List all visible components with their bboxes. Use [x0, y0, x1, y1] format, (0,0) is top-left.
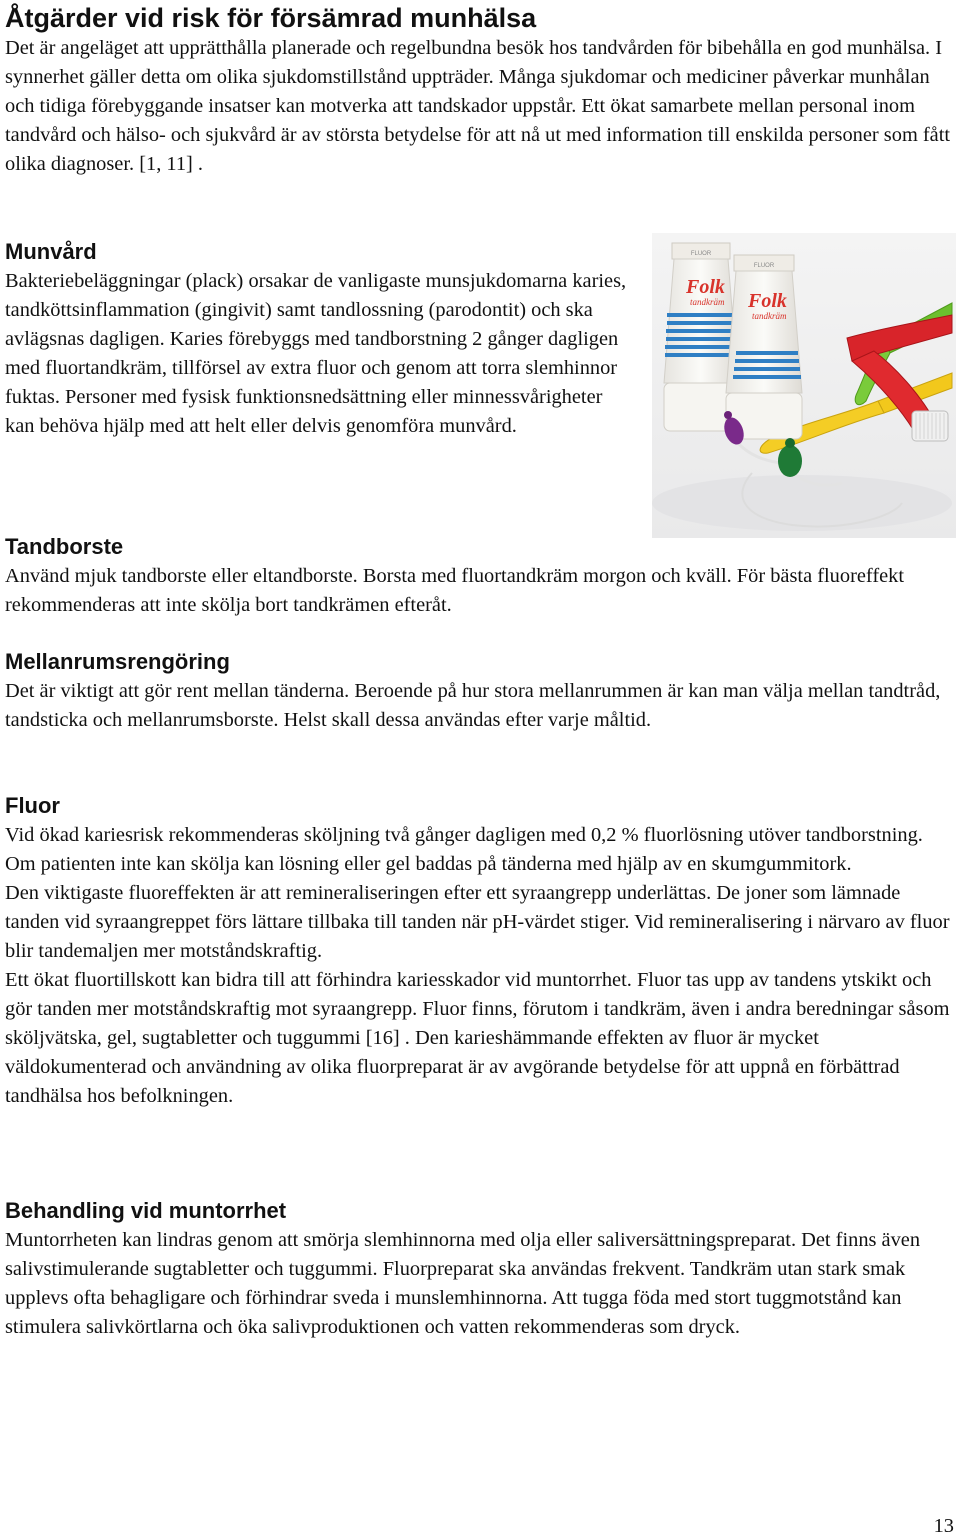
page-number: 13 [933, 1515, 954, 1537]
intro-paragraph: Det är angeläget att upprätthålla planerade och regelbundna besök hos tandvården för bibehålla en god munhälsa. I synnerhet gäller detta om olika sjukdomstillstånd uppträder. Många sjukdomar och mediciner påverkar munhålan och tidiga förebyggande insatser kan motverka att tandskador uppstår. Ett ökat samarbete mellan personal inom tandvård och hälso- och sjukvård är av största betydelse för att nå ut med information till enskilda personer som fått olika diagnoser. [1, 11] . [5, 37, 951, 175]
svg-text:Folk: Folk [686, 276, 725, 298]
svg-text:tandkräm: tandkräm [752, 311, 787, 321]
section-mellanrumsrengoring [5, 647, 955, 735]
fluor-paragraph-2: Den viktigaste fluoreffekten är att remineraliseringen efter ett syraangrepp underlättas. De joner som lämnade tanden vid syraangreppet förs lättare tillbaka till tanden när pH-värdet stiger. Vid remineralisering i närvaro av fluor blir tandemaljen mer motståndskraftig. [5, 882, 950, 962]
fluor-paragraph-1: Vid ökad kariesrisk rekommenderas sköljning två gånger dagligen med 0,2 % fluorlösning utöver tandborstning. Om patienten inte kan skölja kan lösning eller gel baddas på tänderna med hjälp av en skumgummitork. [5, 824, 923, 875]
mellanrumsrengoring-heading: Mellanrumsrengöring [5, 649, 230, 674]
fluor-heading: Fluor [5, 793, 60, 818]
svg-text:FLUOR: FLUOR [690, 251, 712, 257]
section-fluor [5, 791, 955, 1111]
svg-text:FLUOR: FLUOR [753, 263, 775, 269]
tandborste-heading: Tandborste [5, 534, 124, 559]
behandling-paragraph: Muntorrheten kan lindras genom att smörja slemhinnorna med olja eller saliversättningspreparat. Det finns även salivstimulerande sugtabletter och tuggummi. Fluorpreparat ska användas frekvent. Tandkräm utan stark smak upplevs ofta behagligare och förhindrar sveda i munslemhinnorna. Att tugga föda med stort tuggmotstånd kan stimulera salivkörtlarna och öka salivproduktionen och vatten rekommenderas som dryck. [5, 1229, 921, 1338]
behandling-heading: Behandling vid muntorrhet [5, 1198, 287, 1223]
toothpaste-tube-right [726, 255, 802, 439]
munvard-heading: Munvård [5, 239, 97, 264]
mellanrumsrengoring-paragraph: Det är viktigt att gör rent mellan tänderna. Beroende på hur stora mellanrummen är kan man välja mellan tandtråd, tandsticka och mellanrumsborste. Helst skall dessa användas efter varje måltid. [5, 680, 941, 731]
page-title: Åtgärder vid risk för försämrad munhälsa [5, 3, 537, 33]
tandborste-paragraph: Använd mjuk tandborste eller eltandborste. Borsta med fluortandkräm morgon och kväll. För bästa fluoreffekt rekommenderas att inte skölja bort tandkrämen efteråt. [5, 565, 905, 616]
section-behandling-muntorrhet [5, 1196, 955, 1342]
toothbrush-toothpaste-photo [652, 233, 956, 538]
section-munvard [5, 237, 630, 441]
section-intro [5, 2, 955, 179]
svg-text:tandkräm: tandkräm [690, 297, 725, 307]
svg-text:Folk: Folk [748, 290, 787, 312]
fluor-paragraph-3: Ett ökat fluortillskott kan bidra till att förhindra kariesskador vid muntorrhet. Fluor tas upp av tandens ytskikt och gör tanden mer motståndskraftig mot syraangrepp. Fluor finns, förutom i tandkräm, även i andra beredningar såsom sköljvätska, gel, sugtabletter och tuggummi [16] . Den karieshämmande effekten av fluor är mycket väldokumenterad och användning av olika fluorpreparat är av avgörande betydelse för att uppnå en förbättrad tandhälsa hos befolkningen. [5, 969, 950, 1107]
munvard-paragraph: Bakteriebeläggningar (plack) orsakar de vanligaste munsjukdomarna karies, tandköttsinflammation (gingivit) samt tandlossning (parodontit) och ska avlägsnas dagligen. Karies förebyggs med tandborstning 2 gånger dagligen med fluortandkräm, tillförsel av extra fluor och genom att torra slemhinnor fuktas. Personer med fysisk funktionsnedsättning eller minnessvårigheter kan behöva hjälp med att helt eller delvis genomföra munvård. [5, 270, 627, 437]
section-tandborste [5, 532, 955, 620]
